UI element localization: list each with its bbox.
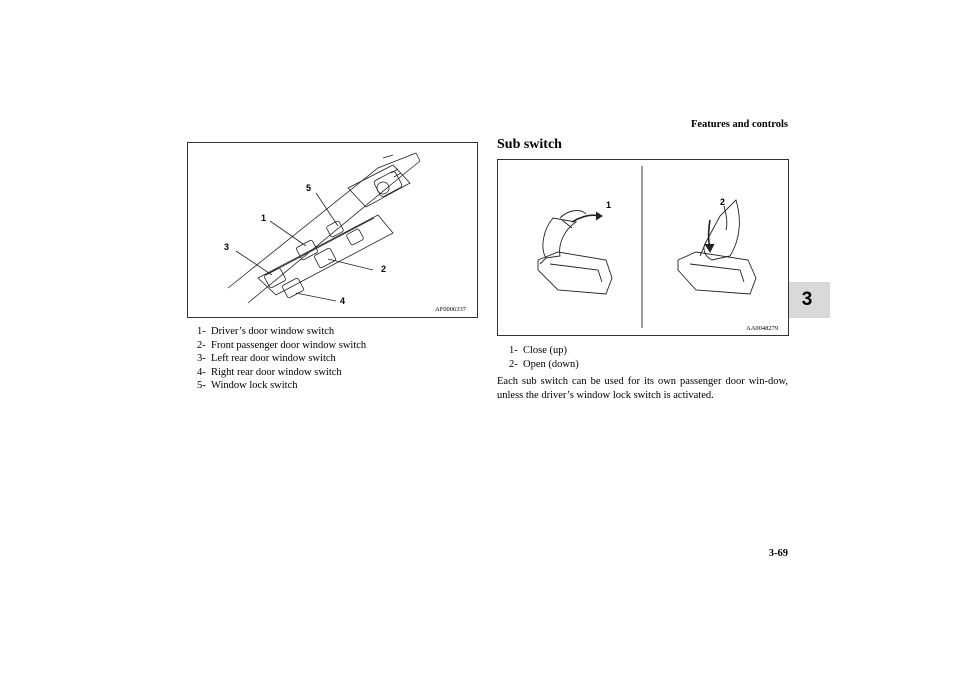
window-switch-panel-illustration <box>188 143 477 317</box>
page-number: 3-69 <box>768 548 788 559</box>
chapter-tab: 3 <box>784 282 830 318</box>
window-switch-panel-figure <box>187 142 478 318</box>
callout-1: 1 <box>261 213 267 223</box>
list-item: 2- Open (down) <box>509 358 579 370</box>
list-item: 4- Right rear door window switch <box>197 366 342 378</box>
sub-switch-illustration <box>498 160 788 335</box>
page-header-title: Features and controls <box>690 119 788 130</box>
list-item: 5- Window lock switch <box>197 380 298 392</box>
callout-2: 2 <box>720 197 726 207</box>
list-item: 1- Driver’s door window switch <box>197 326 335 337</box>
callout-4: 4 <box>340 296 346 306</box>
list-item: 1- Close (up) <box>509 345 568 356</box>
figure-code: AA0048279 <box>746 325 779 332</box>
switch-legend-list <box>197 325 366 393</box>
list-item: 3- Left rear door window switch <box>197 353 336 365</box>
callout-1: 1 <box>606 200 612 210</box>
list-item: 2- Front passenger door window switch <box>197 339 367 351</box>
callout-3: 3 <box>224 242 230 252</box>
callout-2: 2 <box>381 264 387 274</box>
sub-switch-figure <box>497 159 789 336</box>
callout-5: 5 <box>306 183 312 193</box>
sub-switch-legend-list <box>509 344 579 371</box>
figure-code: AF0006337 <box>435 306 467 313</box>
body-paragraph: Each sub switch can be used for its own passenger door win-dow, unless the driver’s window lock switch is activated. <box>497 376 788 401</box>
section-heading: Sub switch <box>497 137 562 152</box>
